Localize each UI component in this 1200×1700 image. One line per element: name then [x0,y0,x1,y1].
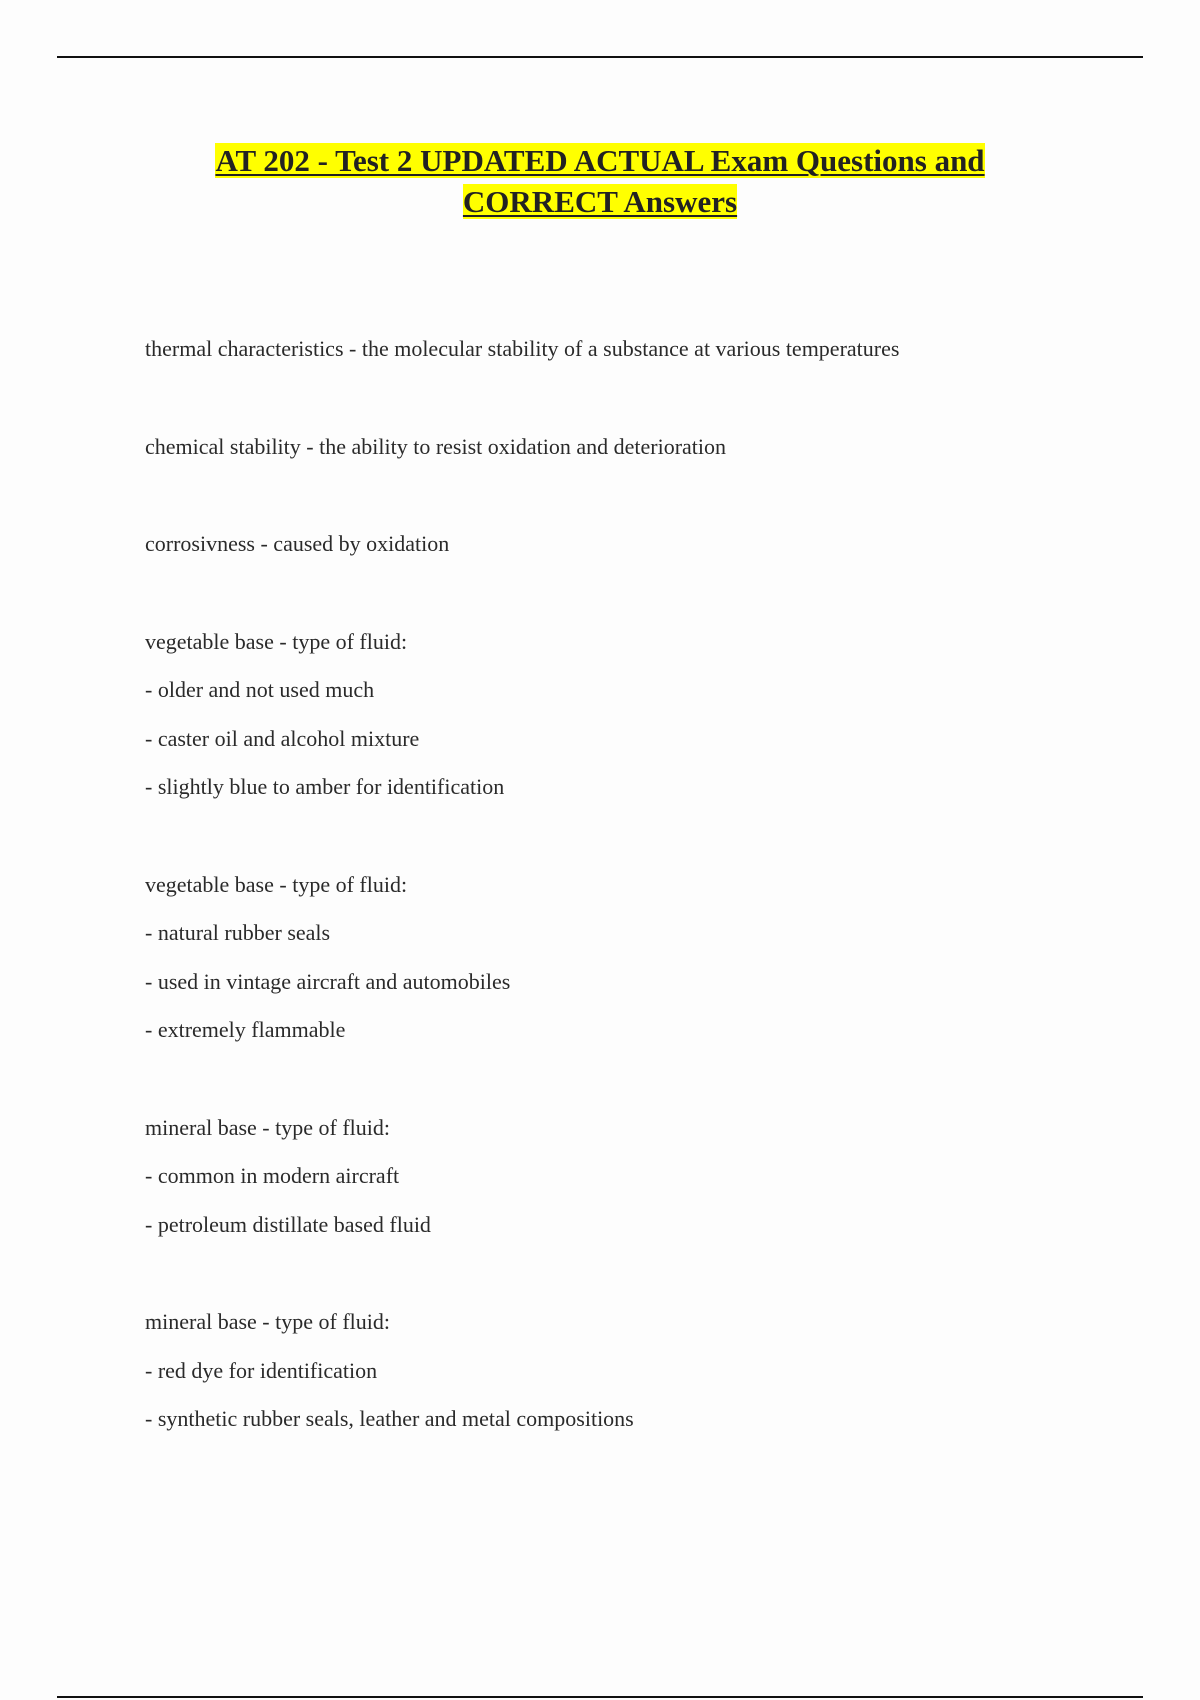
entry-line: - red dye for identification [145,1357,378,1383]
entry [145,533,1105,582]
entry-line: thermal characteristics - the molecular stability of a substance at various temperatures [145,336,900,361]
entry-line: - extremely flammable [145,1017,346,1042]
entry [145,433,1105,485]
header-rule [57,56,1143,58]
entry-line: - older and not used much [145,677,375,702]
entry-line: - slightly blue to amber for identification [145,774,505,799]
document-title [150,140,1050,222]
entry-line: - used in vintage aircraft and automobiles [145,968,511,994]
title-line-2: CORRECT Answers [462,184,738,219]
entry [145,871,1105,1068]
entry [145,1114,1105,1263]
entry-line: vegetable base - type of fluid: [145,628,408,654]
entry-line: vegetable base - type of fluid: [145,871,408,897]
entry-line: mineral base - type of fluid: [145,1114,390,1140]
entry-line: chemical stability - the ability to resist oxidation and deterioration [145,433,727,459]
entry-line: - synthetic rubber seals, leather and metal compositions [145,1406,634,1431]
entry [145,1311,1105,1457]
entry-line: - petroleum distillate based fluid [145,1211,431,1237]
entry-line: - caster oil and alcohol mixture [145,725,420,751]
document-body [145,338,1105,1506]
entry [145,338,1105,387]
entry-line: corrosivness - caused by oxidation [145,531,450,556]
title-line-1: AT 202 - Test 2 UPDATED ACTUAL Exam Questions and [215,143,985,178]
entry-line: - natural rubber seals [145,920,331,945]
entry-line: mineral base - type of fluid: [145,1309,390,1334]
entry [145,628,1105,825]
footer-rule [57,1696,1143,1698]
entry-line: - common in modern aircraft [145,1163,400,1188]
